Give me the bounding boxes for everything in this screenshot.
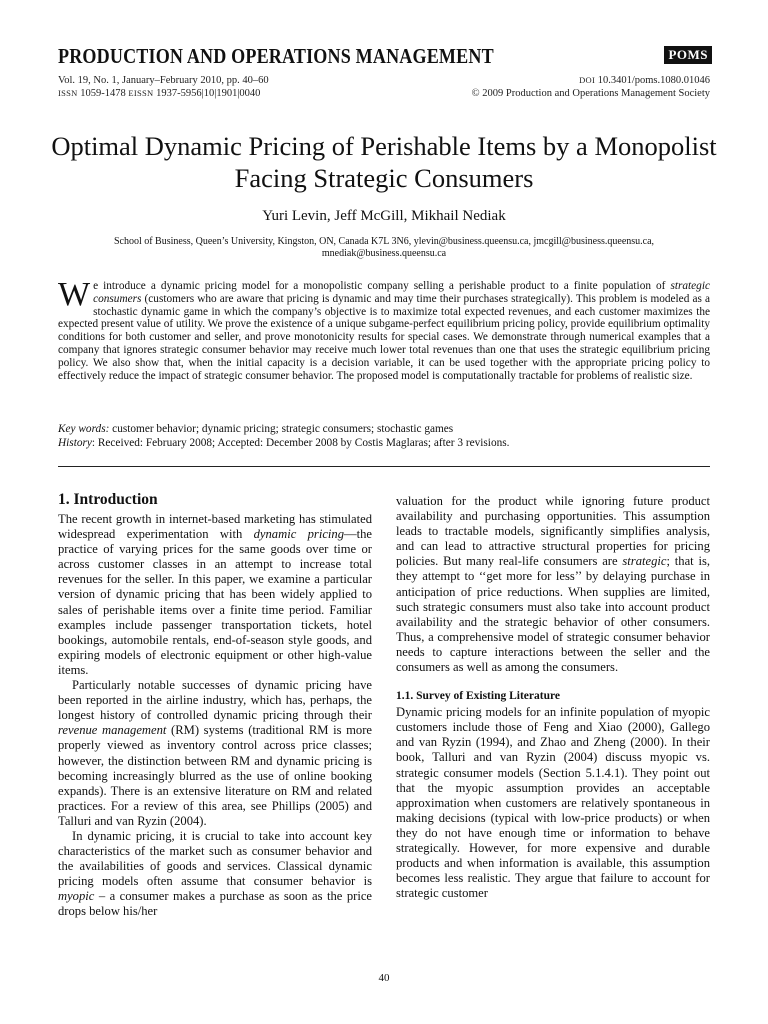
keywords-block bbox=[58, 423, 710, 450]
abstract bbox=[58, 276, 710, 382]
paragraph-2-text-a: Particularly notable successes of dynamic pricing have been reported in the airline industry, which has, perhaps, the longest history of controlled dynamic pricing through their bbox=[58, 678, 372, 723]
issn-value: 1059-1478 bbox=[80, 88, 126, 99]
paragraph-4-emphasis: strategic bbox=[622, 554, 667, 569]
paragraph-3-text-b: – a consumer makes a purchase as soon as the price drops below his/her bbox=[58, 889, 372, 919]
volume-line: Vol. 19, No. 1, January–February 2010, pp. 40–60 bbox=[58, 75, 269, 86]
history-text: : Received: February 2008; Accepted: December 2008 by Costis Maglaras; after 3 revisions. bbox=[91, 436, 510, 449]
history-label: History bbox=[58, 436, 92, 449]
issue-info bbox=[58, 74, 269, 100]
abstract-text-b: (customers who are aware that pricing is dynamic and may time their purchases strategically). This problem is modeled as a stochastic dynamic game in which the company’s objective is to maximize total expected revenues, and each customer maximizes the expected present value of utility. We prove the existence of a unique subgame-perfect equilibrium pricing policy, provide equilibrium optimality conditions for both customer and seller, and prove monotonicity results for special cases. We demonstrate through numerical examples that a company that ignores strategic consumer behavior may receive much lower total revenues than one that uses the strategic equilibrium pricing policy. We also show that, when the initial capacity is a decision variable, it can be used together with the appropriate pricing policy to effectively reduce the impact of strategic consumer behavior. The proposed model is computationally tractable for problems of realistic size. bbox=[58, 292, 710, 382]
abstract-dropcap: W bbox=[58, 276, 91, 313]
paragraph-1-text-a: The recent growth in internet-based marketing has stimulated widespread experimentation with bbox=[58, 512, 372, 542]
paragraph-1 bbox=[58, 512, 372, 678]
header-divider bbox=[58, 466, 710, 467]
keywords-text: customer behavior; dynamic pricing; strategic consumers; stochastic games bbox=[109, 423, 454, 435]
subsection-heading-survey: 1.1. Survey of Existing Literature bbox=[396, 690, 560, 703]
keywords-line bbox=[58, 423, 710, 437]
paragraph-4-text-b: ; that is, they attempt to ‘‘get more for less’’ by delaying purchase in anticipation of price reductions. When supplies are limited, such strategic consumers must also take into account product availability and the strategic behavior of other consumers. Thus, a comprehensive model of strategic consumer behavior needs to capture interactions between the seller and the consumers as well as among the consumers. bbox=[396, 554, 711, 675]
section-heading-introduction: 1. Introduction bbox=[58, 491, 158, 508]
keywords-label: Key words: bbox=[58, 423, 110, 435]
journal-logo: POMS bbox=[664, 46, 712, 64]
left-column bbox=[58, 491, 372, 920]
paragraph-3 bbox=[58, 829, 372, 920]
paragraph-3-emphasis: myopic bbox=[58, 889, 95, 904]
right-column bbox=[396, 494, 710, 901]
paragraph-2-emphasis: revenue management bbox=[58, 723, 167, 738]
paragraph-2-text-b: (RM) systems (traditional RM is more properly viewed as inventory control across price classes; however, the distinction between RM and dynamic pricing is becoming increasingly blurred as the use of online booking expands). There is an extensive literature on RM and related practices. For a review of this area, see Phillips (2005) and Talluri and van Ryzin (2004). bbox=[58, 723, 372, 828]
paragraph-2 bbox=[58, 678, 372, 829]
page-number: 40 bbox=[378, 972, 390, 984]
doi-value: 10.3401/poms.1080.01046 bbox=[597, 75, 710, 86]
paragraph-5: Dynamic pricing models for an infinite population of myopic customers include those of Feng and Xiao (2000), Gallego and van Ryzin (1994), and Zhao and Zheng (2000). In their book, Talluri and van Ryzin (2004) discuss myopic vs. strategic consumer models (Section 5.1.4.1). They point out that the myopic assumption provides an acceptable approximation when customers are relatively spontaneous in making decisions (typical with low-price products) or when they do not have enough time or information to behave strategically. However, for more expensive and durable products and when information is available, this assumption becomes less realistic. They argue that failure to account for strategic customer bbox=[396, 705, 710, 901]
article-title: Optimal Dynamic Pricing of Perishable Items by a Monopolist Facing Strategic Consumers bbox=[51, 131, 717, 193]
author-affiliation: School of Business, Queen’s University, Kingston, ON, Canada K7L 3N6, ylevin@business.queensu.ca, jmcgill@business.queensu.ca, mnediak@business.queensu.ca bbox=[113, 236, 655, 259]
paragraph-4 bbox=[396, 494, 710, 675]
doi-label: DOI bbox=[579, 75, 596, 85]
issn-line bbox=[58, 87, 269, 100]
issn-label: ISSN bbox=[58, 88, 78, 98]
paragraph-1-emphasis: dynamic pricing bbox=[253, 527, 345, 542]
paragraph-3-text-a: In dynamic pricing, it is crucial to take into account key characteristics of the market such as consumer behavior and the availabilities of goods and services. Classical dynamic pricing models often assume that consumer behavior is bbox=[58, 828, 372, 889]
paragraph-4-text-a: valuation for the product while ignoring future product availability and purchasing opportunities. This assumption leads to tractable models, significantly simplifies analysis, and can lead to attractive structural properties for pricing policies. But many real-life consumers are bbox=[396, 494, 710, 569]
eissn-label: EISSN bbox=[128, 88, 154, 98]
paragraph-1-text-b: —the practice of varying prices for the same goods over time or across customer classes in an attempt to increase total revenues for the seller. In this paper, we examine a particular version of dynamic pricing that has been widely applied to sales of perishable items over a finite time period. Familiar examples include passenger transportation tickets, hotel bookings, automobile rentals, end-of-season style goods, and expiring models of electronic equipment or other high-value items. bbox=[58, 527, 373, 677]
history-line bbox=[58, 437, 710, 451]
abstract-text-a: e introduce a dynamic pricing model for a monopolistic company selling a perishable product to a finite population of bbox=[93, 280, 671, 292]
copyright-line: © 2009 Production and Operations Management Society bbox=[471, 88, 710, 99]
eissn-value: 1937-5956|10|1901|0040 bbox=[156, 88, 261, 99]
doi-info bbox=[472, 74, 710, 100]
abstract-emphasis: strategic consumers bbox=[93, 280, 710, 305]
article-authors: Yuri Levin, Jeff McGill, Mikhail Nediak bbox=[262, 208, 506, 224]
journal-name: PRODUCTION AND OPERATIONS MANAGEMENT bbox=[58, 44, 494, 68]
doi-line bbox=[472, 74, 710, 87]
